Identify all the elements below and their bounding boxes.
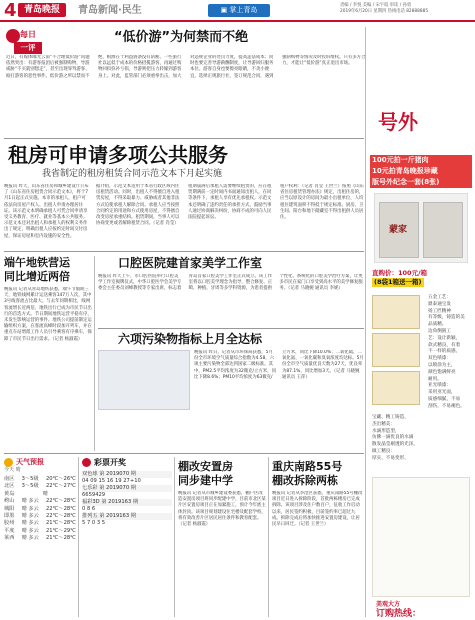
comment-headline: “低价游”为何禁而不绝 <box>114 30 249 45</box>
pollution-story: 六项污染物指标上月全达标 晚报讯 昨日，记者从市环保局获悉，5月份全市环境空气质量综合指数为4.58，六项主要污染物全部达到国家二级标准。其中，PM2.5平均浓度为32微克/立方米，同比下降8.6%；PM10平均浓度为63微克/立方米，同比下降10.0%；二氧化硫、二氧化氮、一氧化碳和臭氧浓度均达标。5月份全市空气质量优良天数为27天，优良率为87.1%，同比增加3天。（记者 马晓婉 通讯员 王萍） <box>98 332 364 450</box>
ball-icon <box>82 458 91 467</box>
main-subhead: 我省制定的租房租赁合同示范文本下月起实施 <box>42 169 223 179</box>
coin-icon <box>372 295 420 329</box>
subway-story: 端午地铁营运 同比增近两倍 晚报讯 记者从青岛地铁获悉，端午节假期三天，地铁线网累计运送乘客147万人次，其中3号线客流占比最大。与去年同期相比，线网客流增长近两倍，地铁出行已成为市民节日出行的首选方式。节日期间地铁运营平稳有序，未发生影响运营的事件。地铁公司提前制定运输组织方案，在客流高峰时段加开列车，并在重点车站增派工作人员引导乘客有序乘车，保障了市民节日出行需求。（记者 杨淑霞） <box>4 256 92 342</box>
product-image: 蒙家 <box>374 193 468 263</box>
ad-lines: 100元拍一斤猪肉 10元拍青岛晚报珍藏 版号外纪念一套(8张) <box>370 155 472 188</box>
coin-icon <box>372 333 420 367</box>
comment-body: 近日，有媒体曝光云南“不合理低价游”问题依然突出：有游客报团后被强制购物，导游威胁“不买就别想走”，甚至出现辱骂游客、殴打游客的恶性事件。低价游之所以禁而不绝，根源在于利益链条没有斩断。一些旅行社以远低于成本的价格招揽游客，再通过购物回扣弥补亏损，导游则把压力转嫁到游客身上。对此，监管部门必须重拳出击，加大对违规企业的处罚力度，提高违法成本；同时也要完善导游薪酬制度，让导游回归服务本位。游客自身也要擦亮眼睛，不贪小便宜，选择正规旅行社，签订规范合同，遇到强制购物等情况及时投诉维权。只有多方合力，才能让“低价游”真正退出市场。 <box>6 55 366 79</box>
list-item: 城阳 晴 多云 22℃～28℃ <box>4 505 76 512</box>
list-item: 莱西 晴 多云 21℃～28℃ <box>4 535 76 542</box>
weather-list <box>4 476 76 543</box>
coin-icon <box>372 371 420 405</box>
list-item: 崂山 晴 多云 22℃～28℃ <box>4 498 76 505</box>
ad-phone-image <box>372 477 470 597</box>
comment-badge: 每日 一评 <box>4 27 44 67</box>
page-number: 4 <box>4 0 17 21</box>
hospital-story: 口腔医院建首家美学工作室 晚报讯 昨天上午，市口腔医院举行口腔美学工作室揭牌仪式，中华口腔医学会美学专委会主任委员刘峰教授等专家出席，标志着青岛首家口腔美学工作室正式成立。该工作室将以口腔美学理念为指导，整合修复、正畸、种植、牙周等多学科资源，为患者提供个性化、系统化的口腔美学治疗方案，让更多市民在家门口享受到高水平的美学修复服务。（记者 马晓婉 通讯员 李妮） <box>98 256 363 292</box>
demolition-story: 重庆南路55号 棚改拆除两栋 晚报讯 记者从李沧区获悉，重庆南路55号棚改项目近日进入拆除阶段，首批两栋楼房已完成拆除。该项目涉及住户数百户，征收工作启动以来，居民签约积极，目前签约率已超过九成。拆除完成后将加快推进安置房建设，让居民早日回迁。（记者 王世兰） <box>272 460 363 528</box>
ad-panel <box>368 27 473 617</box>
main-body: 晚报讯 昨天，山东省住房和城乡建设厅公布了《山东省住房租赁合同示范文本》，将于7月1日起正式实施。本市的承租人，租户可依法向房屋产权人、出租人申请办理居住证。该示范文本明确承租人可凭合同申请享受义务教育、医疗、就业等基本公共服务。示范文本还对出租人和承租人的权利义务作出了规定，明确出租人应按约定时间交付房屋，保证房屋和室内设施的安全性。 据介绍，示范文本适用于本省行政区域内住房租赁活动。同时，出租人不得擅自进入租赁房屋，不得采取暴力、威胁或者其他非法方式迫使承租人解除合同。承租人应当按照合同约定的用途和方式使用房屋，不得擅自改变房屋承重结构。租赁期间，当事人可以协商变更或者解除租赁合同。（记者 肖莹） 租期届满后承租人需要继续租赁的，应在租赁期满前一定时间内书面通知出租人，在同等条件下，承租人享有优先承租权。示范文本还明确了违约责任的承担方式，鼓励当事人通过协商解决纠纷，协商不成的可向人民法院提起诉讼。 租户权利：（记者 肖莹 王世兰）按照《山东省住房租赁管理办法》规定，出租住房的，应当以原设计的房间为最小出租单位，人均租住建筑面积不得低于规定标准。厨房、卫生间、阳台和地下储藏室不得出租供人员居住。 <box>4 184 364 239</box>
list-item: 北区 3～5级 22℃～27℃ <box>4 483 76 490</box>
photo-placeholder <box>98 350 190 410</box>
shelter-story: 棚改安置房 同步建中学 晚报讯 记者从市城乡建设委获悉，棚户区改造安置房项目将同步配建中学，目前市北区某片区安置房项目正在加紧施工，预计今年底主体封顶。该项目规划建设住宅楼及配套学校，将有效改善片区居民居住条件和教育配套。（记者 杨淑霞） <box>178 460 266 528</box>
list-item: 平度 晴 多云 21℃～29℃ <box>4 527 76 534</box>
ad-footer: 宝藏、精工铸造、 杰出精美： 水滴形造型， 仿佛一滴优良的水滴 散发晶莹剔透的光泽。 做工精良： 厚实、不易变形、 <box>372 415 418 461</box>
ad-details: 五金工艺： 鼎泰通宝发 扬工匠精神 有等级，铸造的美 品质精。 边角倒圆工 艺：设计新颖， 款式精良，有着 不一样的质感。 双色喷漆： 以喷涂为主， 颜色饱满鲜亮 耐用。 亚光喷漆： 采用亚光面， 质感细腻，不易 刮伤，不易褪色。 <box>428 295 465 409</box>
list-item: 即墨 晴 多云 22℃～28℃ <box>4 513 76 520</box>
phone-icon: ▣ <box>220 6 228 14</box>
sun-icon <box>4 458 13 467</box>
circle-icon <box>6 29 20 43</box>
list-item: 黄岛 晴 <box>4 490 48 497</box>
masthead <box>0 0 475 22</box>
editor-line: 责编 / 李悦 美编 / 宋宇皎 审读 / 孙勇 2019年6月20日 星期四 热线电话 82888885 <box>340 3 429 14</box>
package-icon <box>423 202 463 258</box>
app-badge: ▣ 掌上青岛 <box>208 4 270 17</box>
list-item: 南区 3～5级 20℃～26℃ <box>4 476 76 482</box>
ad-price: 直购价：100元/箱 (8袋1箱送一箱) <box>372 269 427 286</box>
ad-hotline: 美观大方 订购热线： <box>376 601 422 619</box>
weather-box: 天气预报 今天 晴 南区 3～5级 20℃～26℃ 北区 3～5级 22℃～27℃ 黄岛 晴 崂山 晴 多云 22℃～28℃ 城阳 晴 多云 22℃～28℃ 即墨 晴 多云 22℃～28℃ 胶州 晴 多云 21℃～28℃ 平度 晴 多云 21℃～29℃ 莱西 晴 多云 21℃～28℃ <box>4 458 76 542</box>
lottery-box: 彩票开奖 双色球 第 2019070 期 04 09 15 16 19 27+10 七乐彩 第 2019070 期 6659429 福彩3D 第 2019163 期 0 8 6 排列五 第 2019163 期 5 7 0 3 5 <box>82 457 172 617</box>
ad-product-thumbs <box>372 295 424 405</box>
main-headline: 租房可申请多项公共服务 <box>8 143 228 167</box>
paper-logo: 青岛晚报 <box>18 3 66 17</box>
list-item: 胶州 晴 多云 21℃～28℃ <box>4 520 76 527</box>
ad-title: 号外 <box>378 110 418 134</box>
section-title: 青岛新闻·民生 <box>78 5 142 16</box>
